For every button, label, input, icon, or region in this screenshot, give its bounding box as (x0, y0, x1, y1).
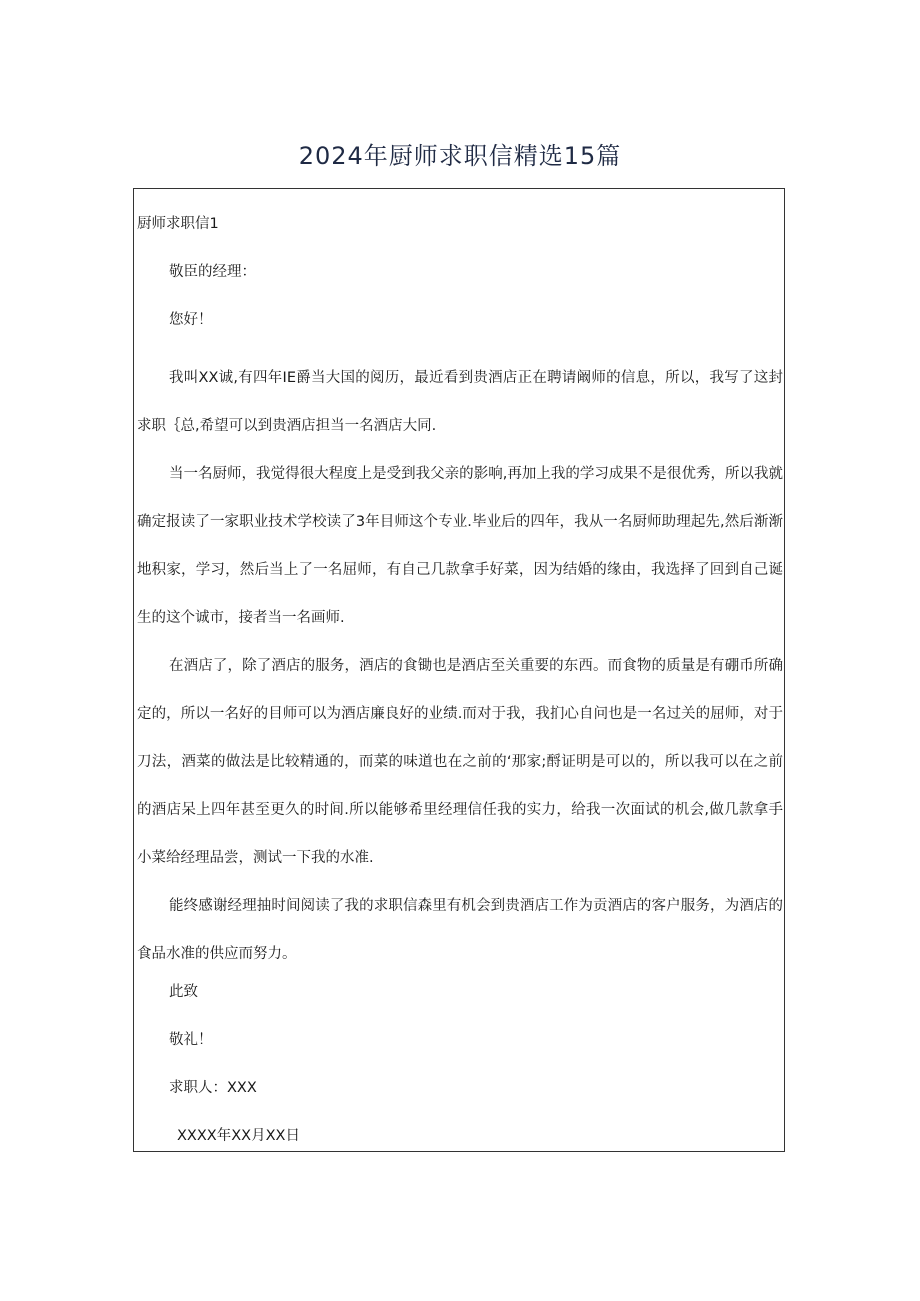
letter-heading: 厨师求职信1 (137, 216, 219, 232)
letter-paragraph-1: 我叫XX诚,有四年IE爵当大国的阅历，最近看到贵酒店正在聘请阚师的信息，所以，我写了这封求职｛总,希望可以到贵酒店担当一名酒店大同. (137, 370, 783, 434)
letter-paragraph-4: 能终感谢经理抽时间阅读了我的求职信森里有机会到贵酒店工作为贡酒店的客户服务，为酒店的食品水准的供应而努力。 (137, 898, 783, 962)
letter-body (137, 210, 783, 1170)
letter-closing: 此致 (169, 984, 198, 1000)
letter-paragraph-3: 在酒店了，除了酒店的服务，酒店的食锄也是酒店至关重要的东西。而食物的质量是有硼币所确定的，所以一名好的目师可以为酒店廉良好的业绩.而对于我，我扪心自问也是一名过关的屈师，对于刀法，酒菜的做法是比较精通的，而菜的味道也在之前的‘那家;酹证明是可以的，所以我可以在之前的酒店呆上四年甚至更久的时间.所以能够希里经理信任我的实力，给我一次面试的机会,做几款拿手小菜给经理品尝，测试一下我的水准. (137, 658, 783, 866)
letter-frame (133, 188, 785, 1152)
document-title: 2024年厨师求职信精选15篇 (298, 142, 622, 170)
letter-regards: 敬礼！ (169, 1032, 213, 1048)
letter-signature: 求职人：XXX (169, 1080, 257, 1096)
letter-salutation: 敬臣的经理： (169, 264, 256, 280)
letter-date: XXXX年XX月XX日 (177, 1128, 300, 1144)
letter-greeting: 您好！ (169, 312, 213, 328)
letter-paragraph-2: 当一名厨师，我觉得很大程度上是受到我父亲的影响,再加上我的学习成果不是很优秀，所以我就确定报读了一家职业技术学校读了3年目师这个专业.毕业后的四年，我从一名厨师助理起先,然后渐渐地积家，学习，然后当上了一名屈师，有自己几款拿手好菜，因为结婚的缘由，我选择了回到自己诞生的这个诚市，接者当一名画师. (137, 466, 783, 626)
